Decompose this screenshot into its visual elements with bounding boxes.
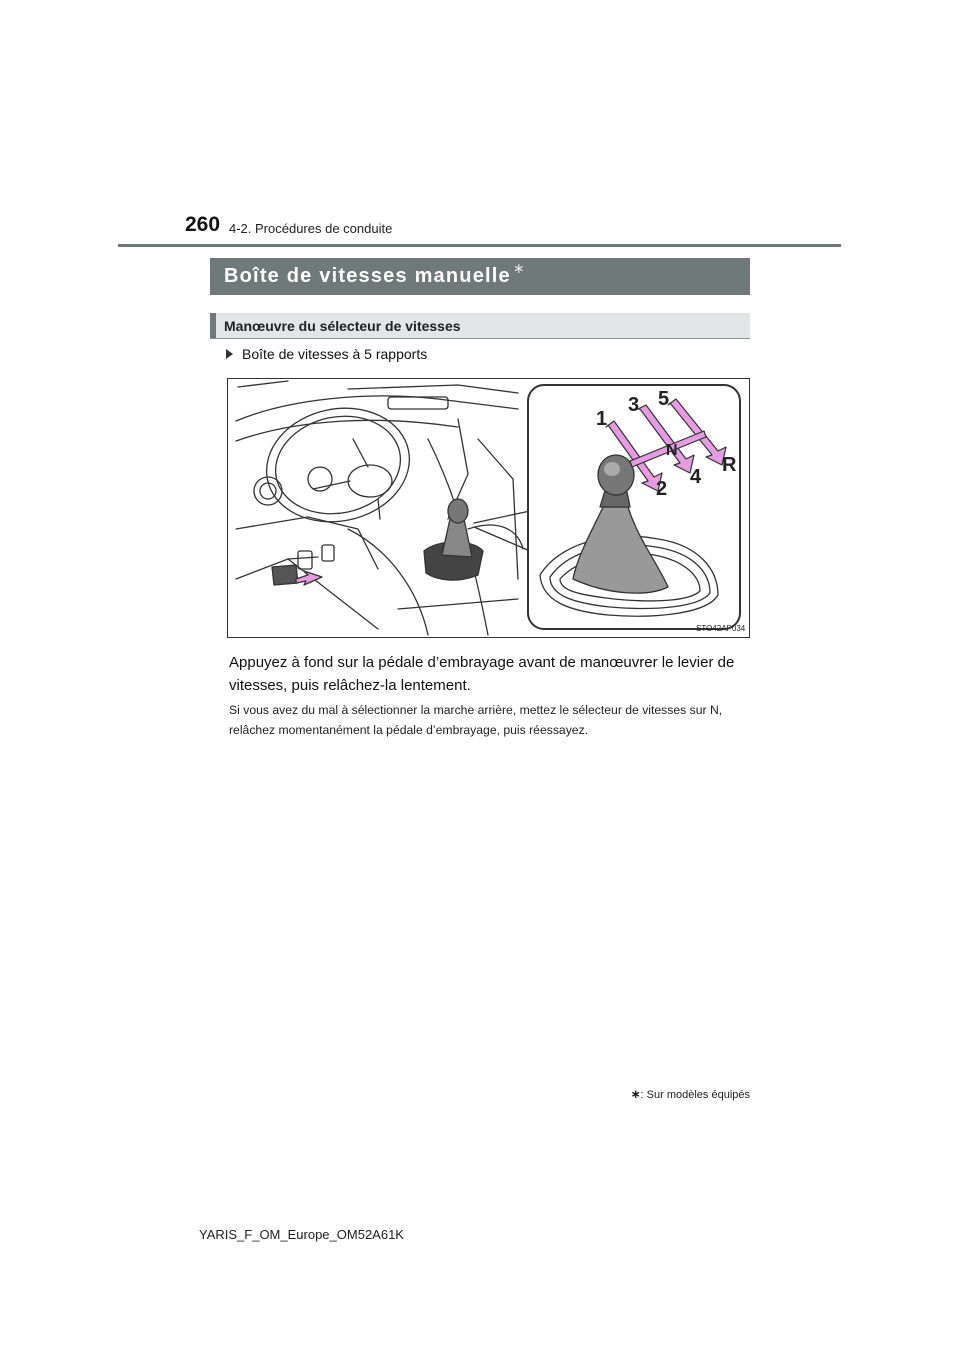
footnote-marker: ∗	[630, 1087, 641, 1101]
section-title: Boîte de vitesses manuelle	[224, 265, 511, 287]
gear-label-3: 3	[628, 394, 640, 416]
footnote	[620, 1087, 750, 1101]
footnote-text: : Sur modèles équipés	[640, 1089, 750, 1101]
gear-label-5: 5	[658, 388, 670, 410]
bullet-arrow-icon	[226, 349, 233, 359]
page-number: 260	[185, 213, 221, 236]
document-id: YARIS_F_OM_Europe_OM52A61K	[199, 1227, 404, 1242]
subsection-accent	[210, 313, 216, 338]
bullet-text: Boîte de vitesses à 5 rapports	[242, 346, 428, 362]
gear-label-1: 1	[596, 408, 608, 430]
steering-wheel-drawing	[256, 395, 420, 534]
gear-shift-illustration	[227, 378, 750, 638]
figure-code: STO42AP034	[696, 624, 746, 633]
gear-label-4: 4	[690, 466, 702, 488]
reverse-gear-note: Si vous avez du mal à sélectionner la marche arrière, mettez le sélecteur de vitesses sur N, relâchez momentanément la pédale d’embrayage, puis réessayez.	[229, 703, 723, 737]
header-divider	[118, 244, 841, 247]
gear-label-r: R	[722, 454, 737, 476]
instruction-text: Appuyez à fond sur la pédale d’embrayage avant de manœuvrer le levier de vitesses, puis relâchez-la lentement.	[229, 654, 735, 694]
section-reference: 4-2. Procédures de conduite	[229, 221, 393, 236]
section-title-bar	[210, 258, 750, 295]
subsection-bar	[210, 313, 750, 339]
small-shifter-drawing	[424, 499, 483, 580]
pedals-drawing	[272, 545, 334, 585]
equipped-marker: ∗	[512, 260, 525, 276]
subsection-title: Manœuvre du sélecteur de vitesses	[224, 317, 461, 334]
bullet-item	[226, 346, 427, 362]
gear-label-n: N	[666, 442, 678, 459]
gear-label-2: 2	[656, 478, 668, 500]
